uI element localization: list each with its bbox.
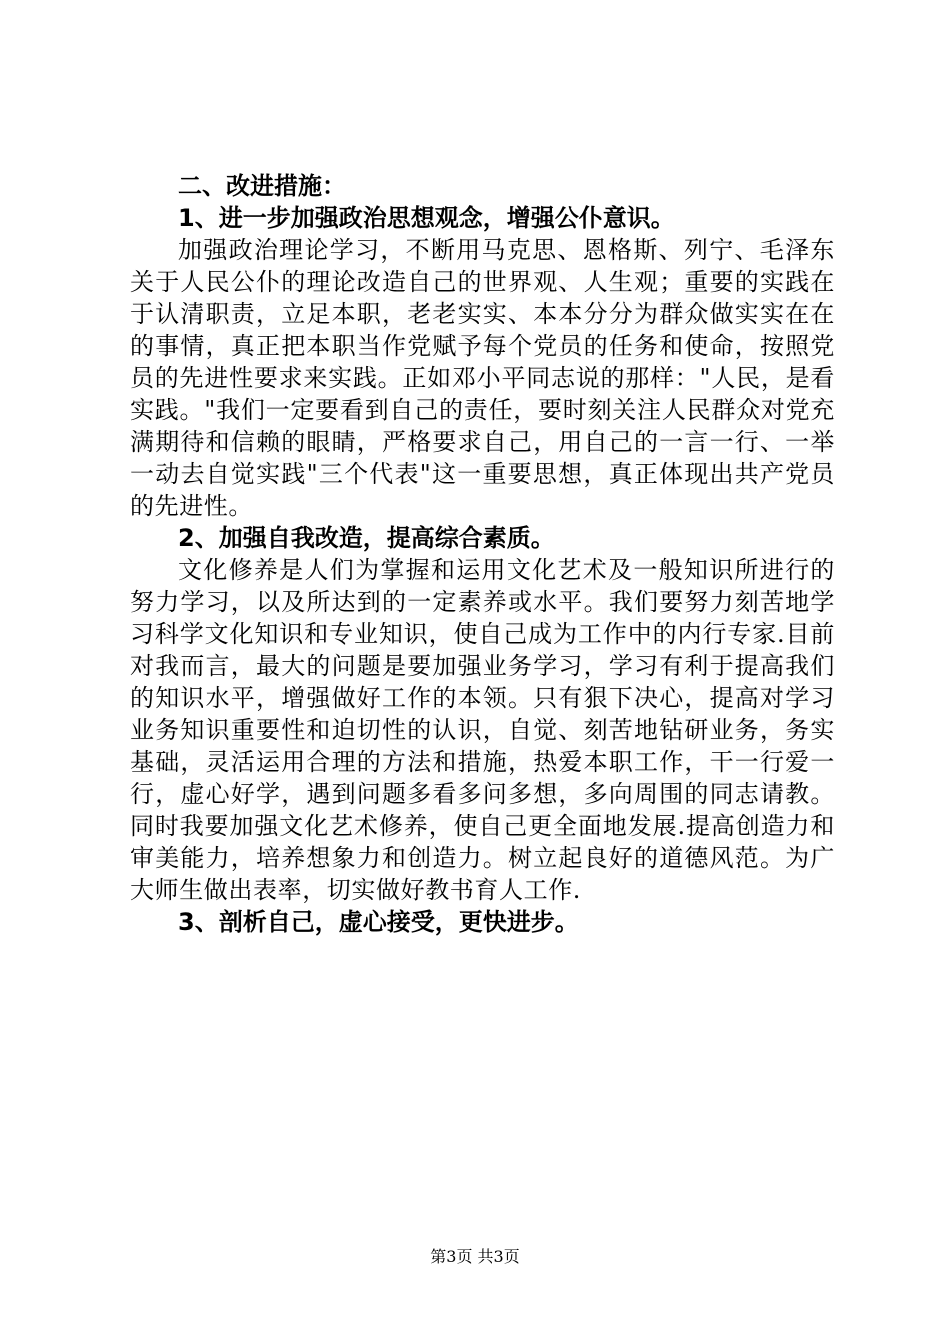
item1-paragraph: 加强政治理论学习，不断用马克思、恩格斯、列宁、毛泽东关于人民公仆的理论改造自己的世界观、人生观；重要的实践在于认清职责，立足本职，老老实实、本本分分为群众做实实在在的事情，真正把本职当作党赋予每个党员的任务和使命，按照党员的先进性要求来实践。正如邓小平同志说的那样："人民，是看实践。"我们一定要看到自己的责任，要时刻关注人民群众对党充满期待和信赖的眼睛，严格要求自己，用自己的一言一行、一举一动去自觉实践"三个代表"这一重要思想，真正体现出共产党员的先进性。 [130,236,835,520]
item2-paragraph: 文化修养是人们为掌握和运用文化艺术及一般知识所进行的努力学习，以及所达到的一定素养或水平。我们要努力刻苦地学习科学文化知识和专业知识，使自己成为工作中的内行专家.目前对我而言，最大的问题是要加强业务学习，学习有利于提高我们的知识水平，增强做好工作的本领。只有狠下决心，提高对学习业务知识重要性和迫切性的认识，自觉、刻苦地钻研业务，务实基础，灵活运用合理的方法和措施，热爱本职工作，干一行爱一行，虚心好学，遇到问题多看多问多想，多向周围的同志请教。同时我要加强文化艺术修养，使自己更全面地发展.提高创造力和审美能力，培养想象力和创造力。树立起良好的道德风范。为广大师生做出表率，切实做好教书育人工作. [130,556,835,904]
item2-heading: 2、加强自我改造，提高综合素质。 [178,524,555,552]
section-heading: 二、改进措施： [178,172,346,200]
page-footer [0,1244,950,1267]
page-number: 第3页 共3页 [430,1247,520,1266]
item3-heading: 3、剖析自己，虚心接受，更快进步。 [178,908,579,936]
item1-heading: 1、进一步加强政治思想观念，增强公仆意识。 [178,204,675,232]
document-body [130,170,835,938]
